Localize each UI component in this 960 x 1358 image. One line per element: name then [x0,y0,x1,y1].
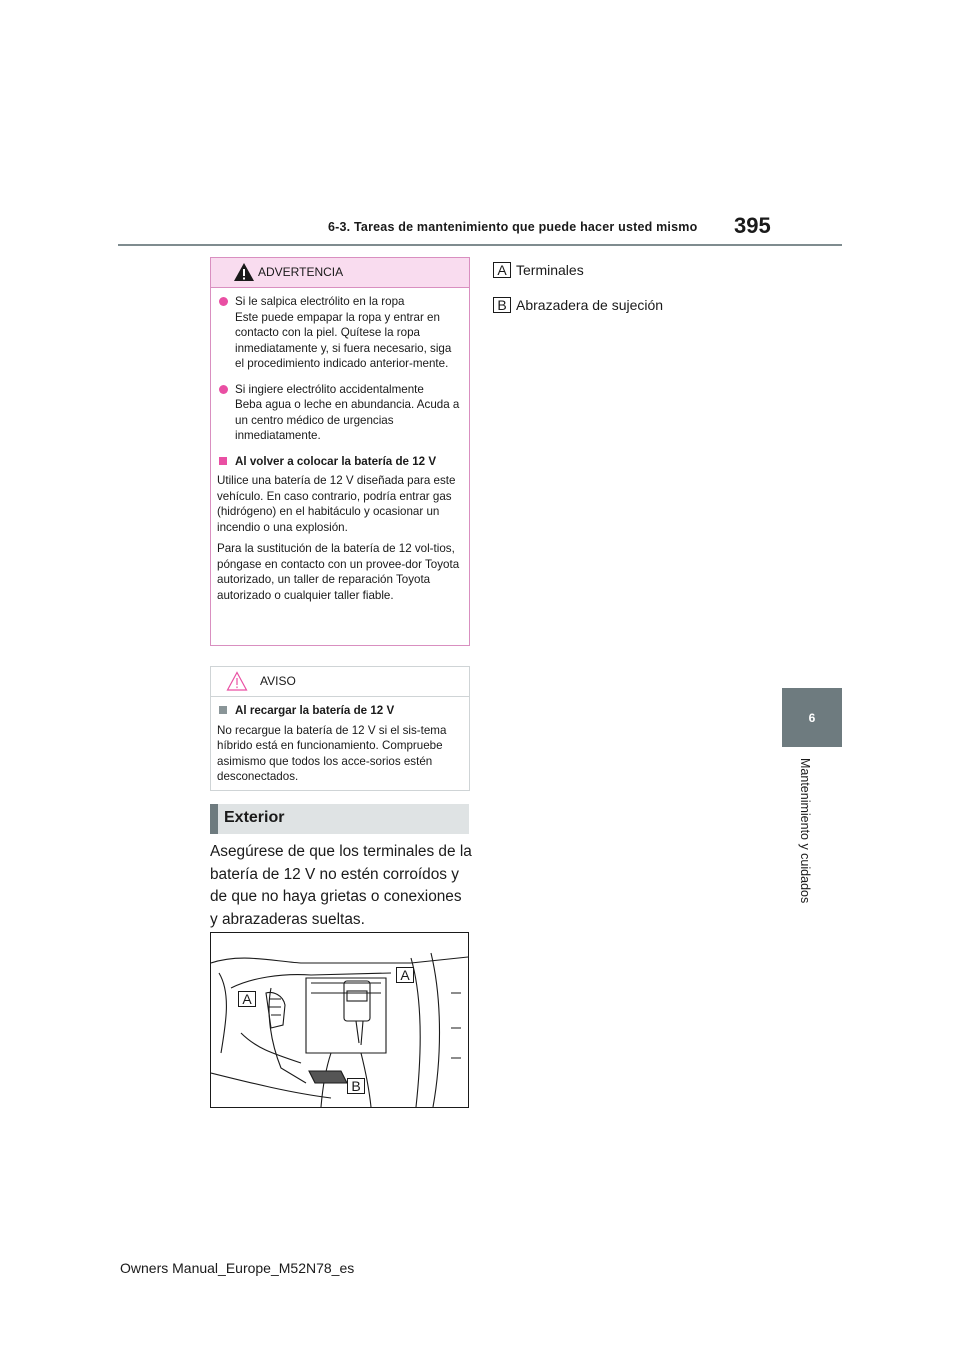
warning-subsection-title: Al volver a colocar la batería de 12 V [235,454,437,468]
legend-text: Terminales [516,262,584,278]
legend-text: Abrazadera de sujeción [516,297,664,313]
heading-accent [210,804,218,834]
chapter-number: 6 [808,710,816,725]
warning-bullet [217,382,463,444]
warning-paragraph: Utilice una batería de 12 V diseñada para este vehículo. En caso contrario, podría entrar gas (hidrógeno) en el habitáculo y ocasionar un incendio o una explosión. [217,474,456,534]
warning-triangle-icon [233,262,255,282]
header-divider [118,244,842,246]
battery-illustration [210,932,469,1108]
footer-text: Owners Manual_Europe_M52N78_es [120,1260,355,1276]
warning-header [211,258,469,288]
battery-drawing [211,933,468,1107]
callout-label: A [238,991,256,1007]
page-number: 395 [734,213,771,238]
notice-subsection-title: Al recargar la batería de 12 V [235,704,395,717]
chapter-tab [782,688,842,747]
callout-label: B [347,1078,365,1094]
legend-item [493,297,663,313]
chapter-title-vertical [796,758,812,928]
notice-paragraph: No recargue la batería de 12 V si el sis-tema híbrido está en funcionamiento. Compruebe asimismo que todos los acce-sorios estén desconectados. [217,723,447,783]
chapter-title: Mantenimiento y cuidados [798,758,812,904]
section-heading-bar [210,804,469,834]
legend-letter: B [493,297,511,313]
warning-title: ADVERTENCIA [258,265,344,279]
warning-paragraph: Para la sustitución de la batería de 12 vol-tios, póngase en contacto con un provee-dor Toyota autorizado, un taller de reparación Toyota autorizado o cualquier taller fiable. [217,542,460,602]
warning-bullet-text: Si le salpica electrólito en la ropa Este puede empapar la ropa y entrar en contacto con la piel. Quítese la ropa inmediatamente y, si fuera necesario, siga el procedimiento indicado anterior-mente. [235,295,452,370]
square-bullet-icon [219,706,227,714]
warning-subsection [217,454,463,470]
warning-bullet [217,294,463,372]
callout-label: A [396,967,414,983]
body-paragraph: Asegúrese de que los terminales de la batería de 12 V no estén corroídos y de que no haya grietas o conexiones y abrazaderas sueltas. [210,843,472,928]
bullet-dot-icon [219,385,228,394]
notice-box [210,666,470,791]
notice-header [211,667,469,697]
legend-item [493,262,584,278]
legend-letter: A [493,262,511,278]
section-title: 6-3. Tareas de mantenimiento que puede hacer usted mismo [328,220,698,234]
bullet-dot-icon [219,297,228,306]
warning-bullet-text: Si ingiere electrólito accidentalmente Beba agua o leche en abundancia. Acuda a un centro médico de urgencias inmediatamente. [235,382,460,442]
section-heading: Exterior [224,809,285,826]
square-bullet-icon [219,457,227,465]
notice-title: AVISO [260,674,296,688]
notice-subsection [217,703,463,719]
caution-triangle-icon [226,671,248,691]
warning-box [210,257,470,646]
